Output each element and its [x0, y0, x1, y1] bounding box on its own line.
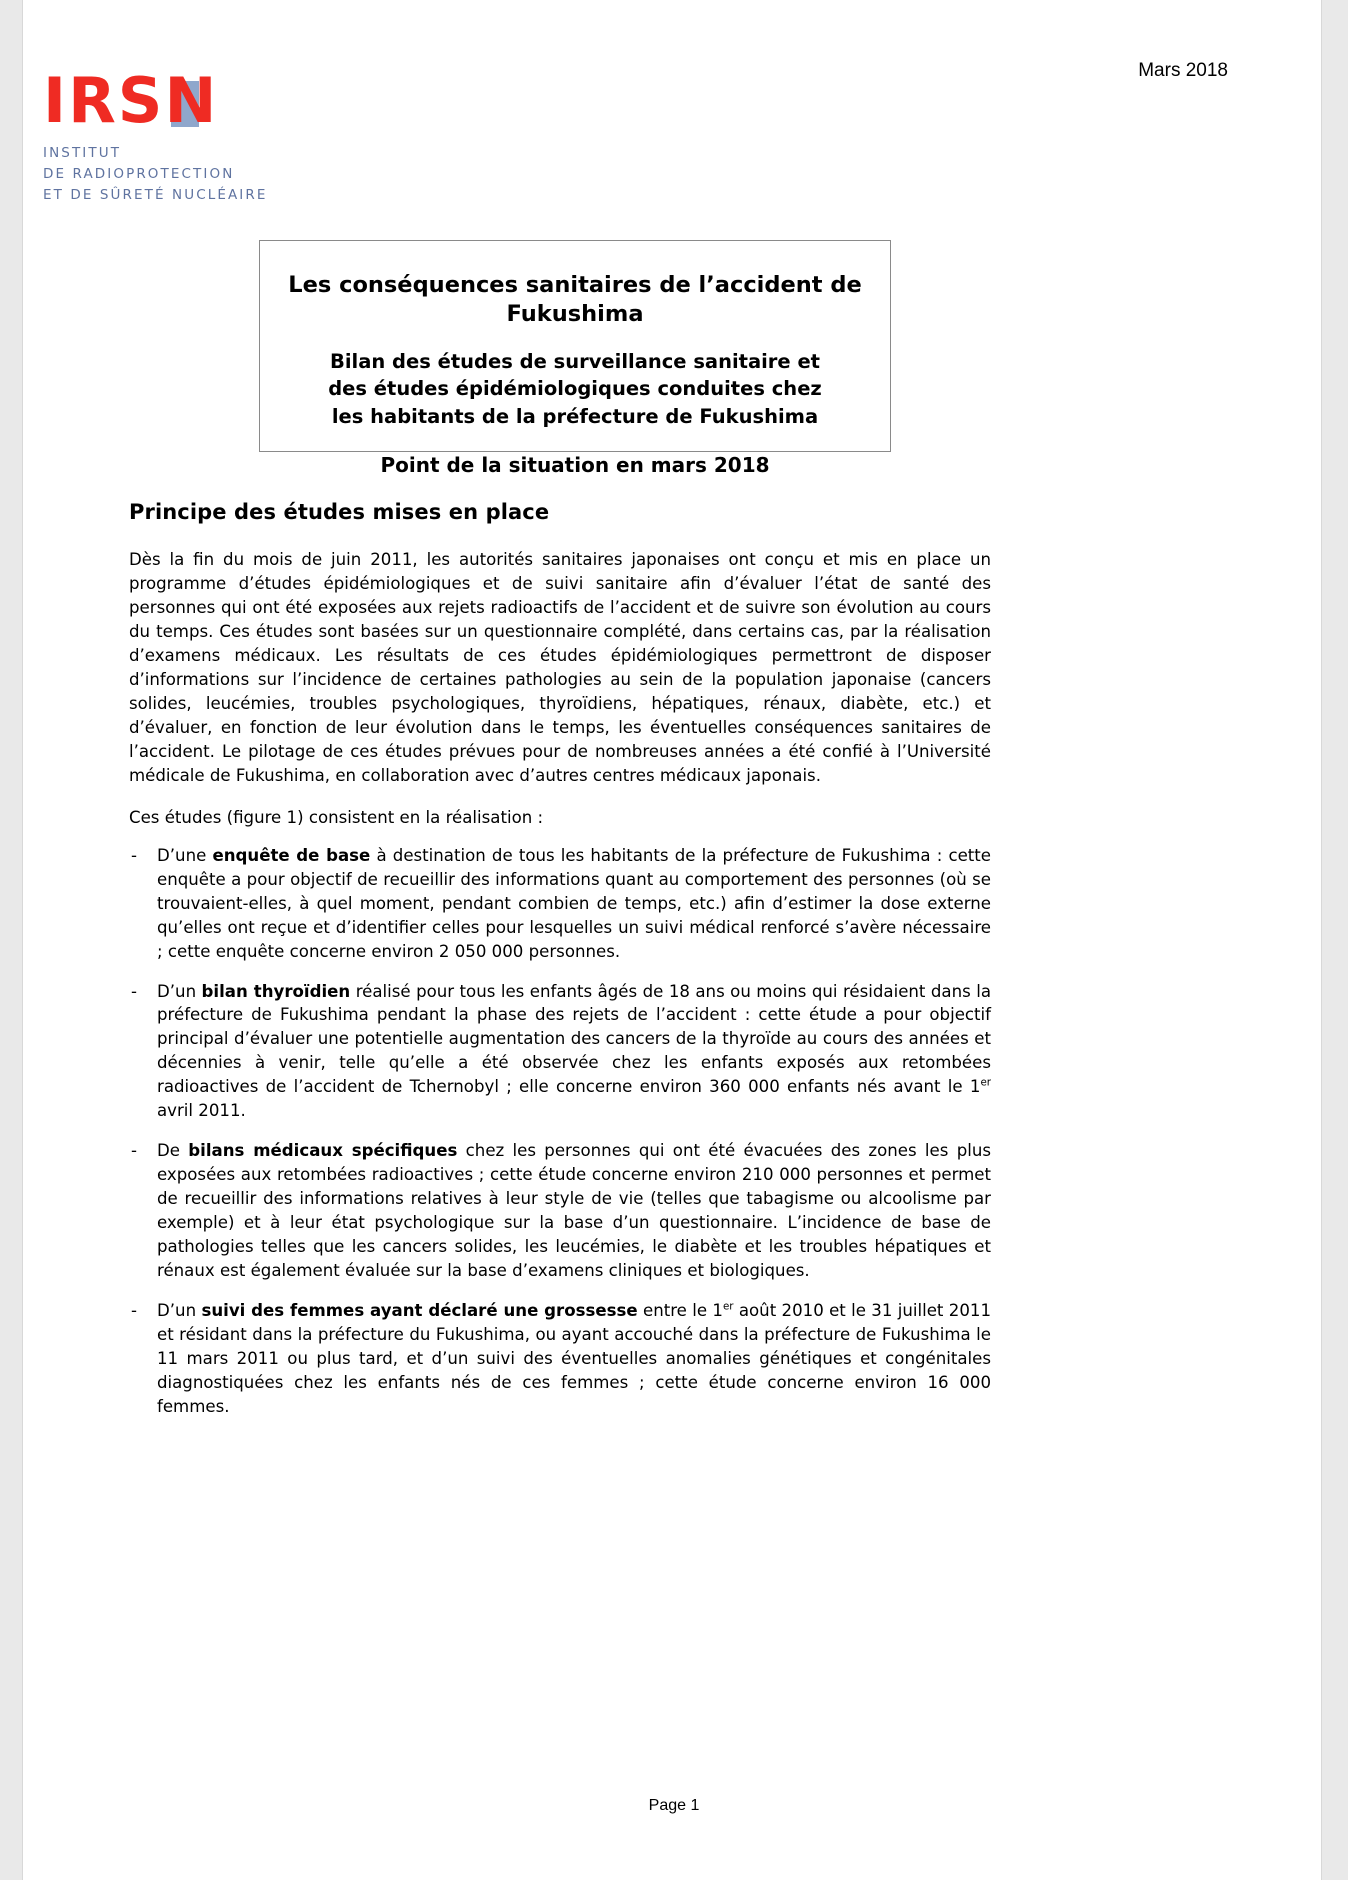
logo-subtitle-line-1: INSTITUT — [43, 144, 122, 161]
list-item — [129, 1299, 991, 1419]
document-date: Mars 2018 — [1138, 60, 1228, 81]
section-heading: Principe des études mises en place — [129, 500, 550, 524]
document-subtitle-line-2: des études épidémiologiques conduites chez — [328, 377, 822, 401]
page-number: Page 1 — [648, 1797, 700, 1814]
bullet-text-tail: août 2010 et le 31 juillet 2011 et résidant dans la préfecture du Fukushima, ou ayant accouché dans la préfecture de Fukushima le 11 mars 2011 ou plus tard, et d’un suivi des éventuelles anomalies génétiques et congénitales diagnostiquées chez les enfants nés de ces femmes ; cette étude concerne environ 16 000 femmes. — [157, 1301, 991, 1416]
irsn-logo-subtitle — [43, 143, 283, 206]
irsn-logo-mark — [43, 64, 219, 137]
body-paragraph-2: Ces études (figure 1) consistent en la réalisation : — [129, 807, 544, 827]
bullet-text-post: à destination de tous les habitants de la préfecture de Fukushima : cette enquête a pour objectif de recueillir des informations quant au comportement des personnes (où se trouvaient-elles, à quel moment, pendant combien de temps, etc.) afin d’estimer la dose externe qu’elles ont reçue et d’identifier celles pour lesquelles un suivi médical renforcé s’avère nécessaire ; cette enquête concerne environ 2 050 000 personnes. — [157, 845, 991, 961]
logo-subtitle-line-3: ET DE SÛRETÉ NUCLÉAIRE — [43, 186, 268, 203]
bullet-text-post: chez les personnes qui ont été évacuées des zones les plus exposées aux retombées radioactives ; cette étude concerne environ 210 000 personnes et permet de recueillir des informations relatives à leur style de vie (telles que tabagisme ou alcoolisme par exemple) et à leur état psychologique sur la base d’un questionnaire. L’incidence de base de pathologies telles que les cancers solides, les leucémies, le diabète et les troubles hépatiques et rénaux est également évaluée sur la base d’examens cliniques et biologiques. — [157, 1141, 992, 1281]
bullet-text-bold: suivi des femmes ayant déclaré une grossesse — [201, 1301, 638, 1321]
logo-subtitle-line-2: DE RADIOPROTECTION — [43, 165, 235, 182]
bullet-text-superscript: er — [722, 1300, 734, 1313]
document-title: Les conséquences sanitaires de l’accident de Fukushima — [288, 272, 862, 328]
bullet-text-pre: De — [157, 1141, 189, 1161]
bullet-text-superscript: er — [980, 1076, 991, 1089]
bullet-text-pre: D’un — [157, 981, 202, 1001]
list-item — [129, 1139, 991, 1283]
document-status-line: Point de la situation en mars 2018 — [380, 452, 770, 477]
bullet-text-bold: bilans médicaux spécifiques — [188, 1141, 458, 1161]
document-subtitle-line-1: Bilan des études de surveillance sanitaire et — [329, 349, 820, 373]
bullet-text-bold: enquête de base — [212, 845, 371, 865]
bullet-text-bold: bilan thyroïdien — [201, 981, 351, 1001]
logo-letters-irs: IRS — [43, 64, 165, 137]
logo-letter-n-glyph: N — [164, 64, 219, 137]
bullet-dash: - — [131, 981, 137, 1001]
bullet-text-tail: avril 2011. — [157, 1101, 246, 1121]
bullet-dash: - — [131, 845, 137, 865]
bullet-text-pre: D’un — [157, 1301, 202, 1321]
list-item — [129, 980, 991, 1124]
bullet-list — [129, 844, 991, 1419]
document-body — [129, 500, 991, 1435]
bullet-text-post: entre le 1 — [637, 1301, 723, 1321]
document-subtitle — [260, 348, 890, 431]
list-item — [129, 844, 991, 964]
bullet-dash: - — [131, 1301, 137, 1321]
bullet-dash: - — [131, 1141, 137, 1161]
title-box — [259, 240, 891, 477]
bullet-text-post: réalisé pour tous les enfants âgés de 18 ans ou moins qui résidaient dans la préfecture de Fukushima pendant la phase des rejets de l’accident : cette étude a pour objectif principal d’évaluer une potentielle augmentation des cancers de la thyroïde au cours des années et décennies à venir, telle qu’elle a été observée chez les enfants exposés aux retombées radioactives de l’accident de Tchernobyl ; elle concerne environ 360 000 enfants nés avant le 1 — [157, 981, 991, 1097]
body-paragraph-1: Dès la fin du mois de juin 2011, les autorités sanitaires japonaises ont conçu et mis en place un programme d’études épidémiologiques et de suivi sanitaire afin d’évaluer l’état de santé des personnes qui ont été exposées aux rejets radioactifs de l’accident et de suivre son évolution au cours du temps. Ces études sont basées sur un questionnaire complété, dans certains cas, par la réalisation d’examens médicaux. Les résultats de ces études épidémiologiques permettront de disposer d’informations sur l’incidence de certaines pathologies au sein de la population japonaise (cancers solides, leucémies, troubles psychologiques, thyroïdiens, hépatiques, rénaux, diabète, etc.) et d’évaluer, en fonction de leur évolution dans le temps, les éventuelles conséquences sanitaires de l’accident. Le pilotage de ces études prévues pour de nombreuses années a été confié à l’Université médicale de Fukushima, en collaboration avec d’autres centres médicaux japonais. — [129, 550, 991, 785]
irsn-logo — [43, 64, 283, 206]
document-subtitle-line-3: les habitants de la préfecture de Fukushima — [331, 404, 819, 428]
bullet-text-pre: D’une — [157, 845, 213, 865]
page-footer — [0, 1797, 1348, 1815]
logo-letter-n — [164, 64, 219, 137]
